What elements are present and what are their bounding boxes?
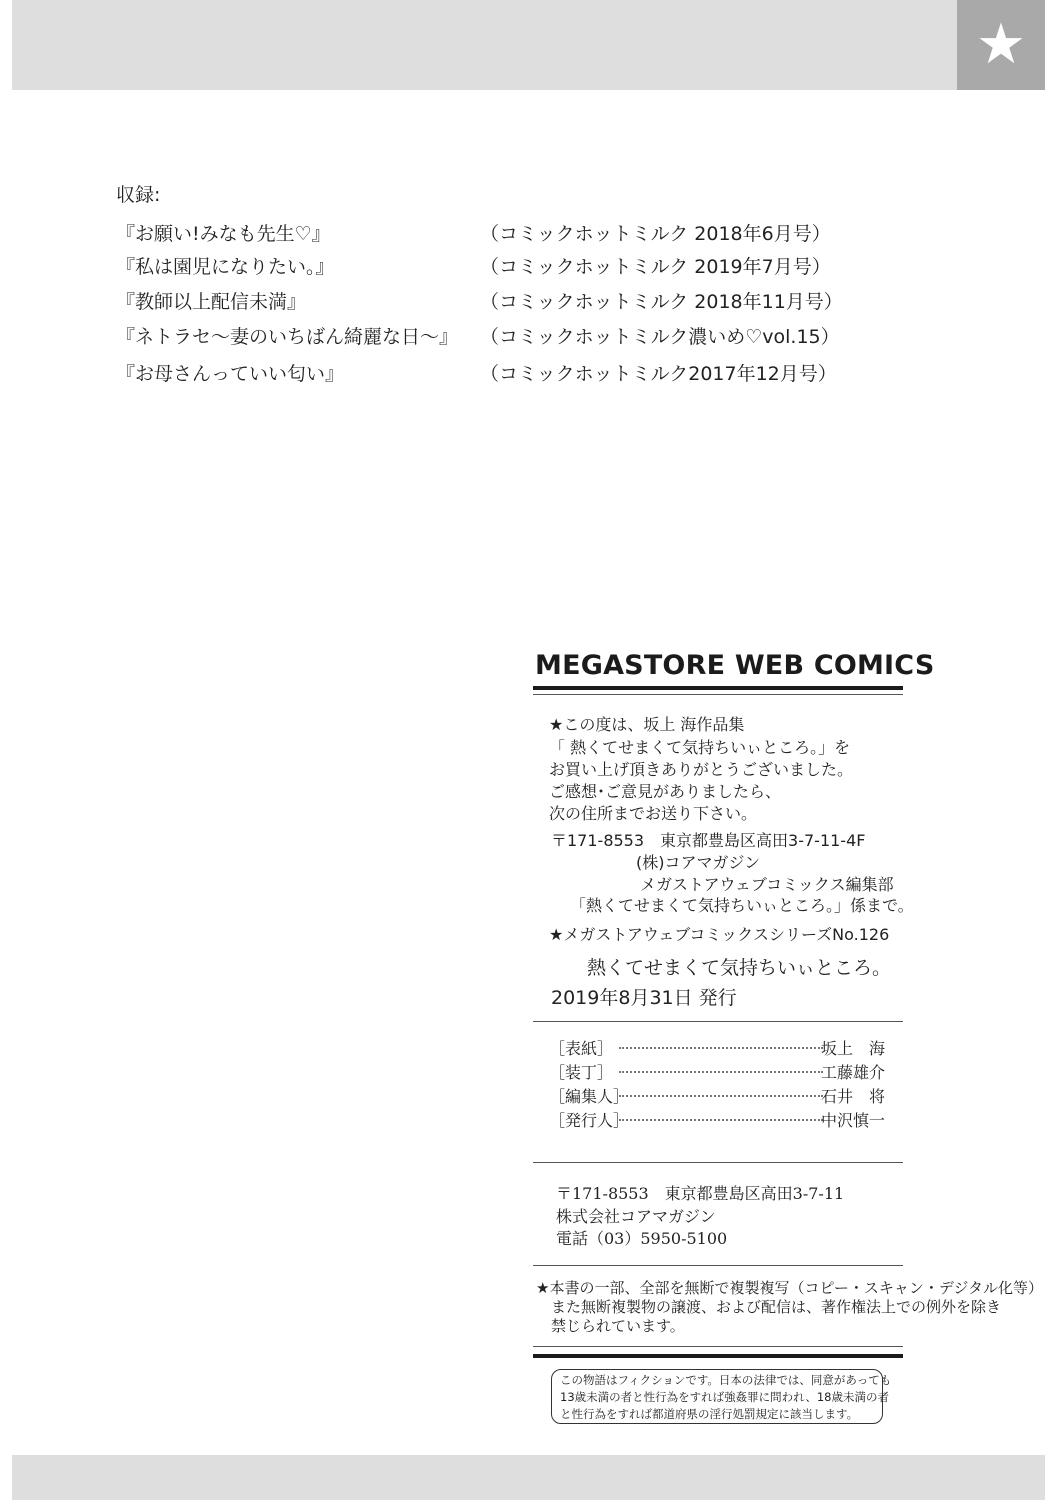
fiction-notice: [551, 1369, 892, 1424]
mail-company: (株)コアマガジン: [636, 853, 761, 872]
credit-row: [549, 1084, 885, 1106]
publisher-name: 株式会社コアマガジン: [556, 1207, 716, 1226]
credit-role: ［発行人］: [549, 1111, 630, 1130]
thanks-line: ご感想･ご意見がありましたら、: [549, 782, 782, 801]
leader-dots: [619, 1047, 823, 1049]
star-badge: [957, 0, 1045, 90]
publisher-phone: 電話（03）5950-5100: [556, 1229, 728, 1248]
divider: [533, 1265, 903, 1266]
divider: [533, 1354, 903, 1358]
divider: [533, 686, 903, 690]
series-number: ★メガストアウェブコミックスシリーズNo.126: [549, 925, 890, 944]
thanks-line: 「 熱くてせまくて気持ちいぃところ。」を: [549, 738, 851, 757]
bottom-banner: [12, 1455, 1045, 1500]
book-title: 熱くてせまくて気持ちいぃところ。: [587, 957, 892, 979]
notice-line: と性行為をすれば都道府県の淫行処罰規定に該当します。: [560, 1407, 859, 1421]
thanks-line: お買い上げ頂きありがとうございました。: [549, 760, 854, 779]
star-icon: ★: [975, 12, 1027, 77]
story-title: 『教師以上配信未満』: [116, 291, 307, 313]
credit-role: ［編集人］: [549, 1087, 630, 1106]
publish-date: 2019年8月31日 発行: [551, 987, 737, 1009]
leader-dots: [619, 1119, 823, 1121]
brand-title: MEGASTORE WEB COMICS: [535, 650, 935, 681]
story-source: （コミックホットミルク 2018年11月号）: [480, 291, 843, 313]
copyright-line: 禁じられています。: [551, 1317, 685, 1335]
leader-dots: [619, 1095, 823, 1097]
credit-name: 坂上 海: [820, 1039, 885, 1058]
leader-dots: [619, 1071, 823, 1073]
mail-attention: 「熱くてせまくて気持ちいぃところ。」係まで。: [570, 896, 914, 915]
story-title: 『お願い!みなも先生♡』: [116, 223, 331, 245]
credit-role: ［表紙］: [549, 1039, 614, 1058]
credit-row: [549, 1036, 885, 1058]
credit-row: [549, 1108, 885, 1130]
thanks-line: ★この度は、坂上 海作品集: [549, 715, 745, 734]
story-source: （コミックホットミルク 2018年6月号）: [480, 223, 831, 245]
story-title: 『ネトラセ〜妻のいちばん綺麗な日〜』: [116, 326, 459, 348]
divider: [533, 1021, 903, 1022]
notice-line: 13歳未満の者と性行為をすれば強姦罪に問われ、18歳未満の者: [560, 1390, 889, 1404]
divider: [533, 694, 903, 695]
contents-heading: 収録:: [116, 184, 161, 206]
publisher-address: 〒171-8553 東京都豊島区高田3-7-11: [556, 1184, 845, 1203]
notice-line: この物語はフィクションです。日本の法律では、同意があっても: [560, 1373, 892, 1387]
story-title: 『お母さんっていい匂い』: [116, 363, 345, 385]
thanks-line: 次の住所までお送り下さい。: [549, 804, 758, 823]
story-source: （コミックホットミルク 2019年7月号）: [480, 256, 831, 278]
copyright-line: また無断複製物の譲渡、および配信は、著作権法上での例外を除き: [551, 1298, 1002, 1316]
story-source: （コミックホットミルク2017年12月号）: [480, 363, 837, 385]
divider: [533, 1162, 903, 1163]
credit-role: ［装丁］: [549, 1063, 614, 1082]
mail-address: 〒171-8553 東京都豊島区高田3-7-11-4F: [551, 831, 866, 850]
mail-department: メガストアウェブコミックス編集部: [640, 875, 894, 894]
credit-name: 工藤雄介: [820, 1063, 885, 1082]
top-banner: [12, 0, 957, 90]
story-title: 『私は園児になりたい。』: [116, 256, 335, 278]
copyright-line: ★本書の一部、全部を無断で複製複写（コピー・スキャン・デジタル化等）: [536, 1279, 1043, 1297]
story-source: （コミックホットミルク濃いめ♡vol.15）: [480, 326, 840, 348]
credit-name: 中沢慎一: [820, 1111, 885, 1130]
credit-row: [549, 1060, 885, 1082]
divider: [533, 1346, 903, 1347]
credit-name: 石井 将: [820, 1087, 885, 1106]
